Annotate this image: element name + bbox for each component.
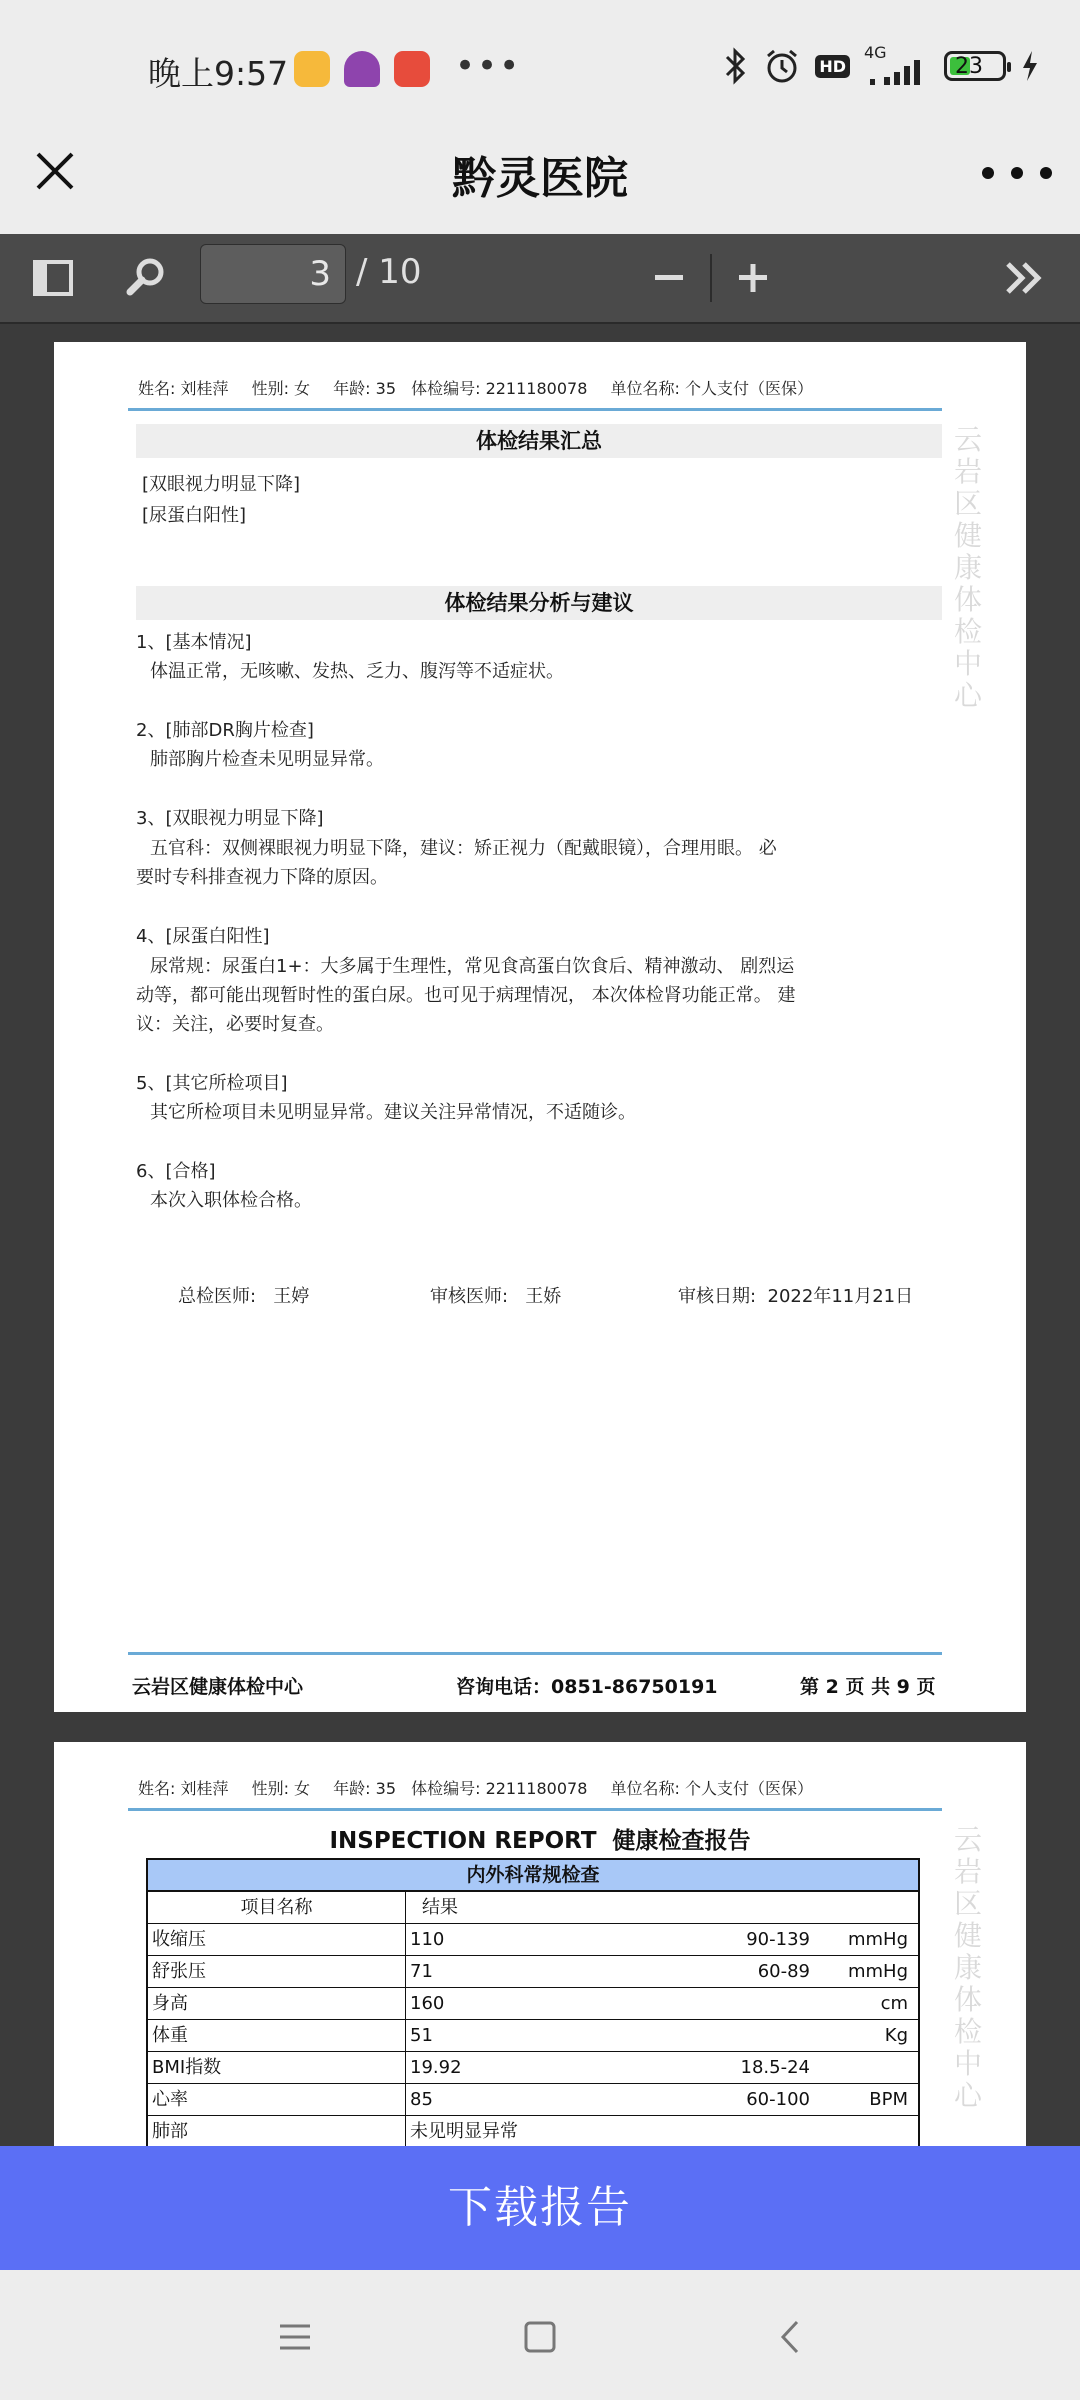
table-header-row (148, 1892, 918, 1924)
analysis-text: 议：关注，必要时复查。 (136, 1014, 334, 1035)
table-row (148, 2084, 918, 2116)
title-bar (0, 124, 1080, 234)
charging-icon (1020, 49, 1040, 83)
unit-name: 单位名称: 个人支付（医保） (610, 1779, 813, 1798)
analysis-text: 要时专科排查视力下降的原因。 (136, 867, 388, 888)
analysis-heading: 1、[基本情况] (136, 632, 252, 653)
analysis-text: 体温正常，无咳嗽、发热、乏力、腹泻等不适症状。 (150, 661, 564, 682)
analysis-text: 动等，都可能出现暂时性的蛋白尿。也可见于病理情况， 本次体检肾功能正常。 建 (136, 985, 796, 1006)
footer-phone: 咨询电话：0851-86750191 (456, 1676, 718, 1698)
analysis-heading: 6、[合格] (136, 1161, 216, 1182)
back-icon[interactable] (766, 2312, 816, 2362)
row-result: 71 (410, 1961, 433, 1982)
row-range: 90-139 (746, 1929, 810, 1950)
patient-header (138, 376, 831, 399)
analysis-text: 五官科：双侧裸眼视力明显下降，建议：矫正视力（配戴眼镜），合理用眼。 必 (150, 838, 777, 859)
signal-icon (864, 43, 930, 85)
notes-app-icon (294, 51, 330, 87)
analysis-text: 肺部胸片检查未见明显异常。 (150, 749, 384, 770)
system-nav-bar (0, 2270, 1080, 2400)
analysis-heading: 2、[肺部DR胸片检查] (136, 720, 314, 741)
table-row (148, 1956, 918, 1988)
patient-header (138, 1776, 831, 1799)
review-doctor: 审核医师: 王娇 (430, 1286, 562, 1307)
row-item: BMI指数 (148, 2052, 406, 2083)
row-range: 60-89 (757, 1961, 810, 1982)
bluetooth-icon (723, 47, 749, 85)
row-range: 18.5-24 (740, 2057, 810, 2078)
exam-number: 体检编号: 2211180078 (411, 379, 588, 398)
summary-item: [双眼视力明显下降] (142, 474, 301, 495)
row-unit: mmHg (847, 1961, 908, 1982)
watermark: 云岩区健康体检中心 (953, 1823, 982, 2112)
patient-gender: 性别: 女 (251, 379, 311, 398)
battery-icon (944, 51, 1006, 81)
row-unit: cm (880, 1993, 908, 2014)
zoom-in-icon[interactable] (736, 250, 770, 306)
col-result-header: 结果 (422, 1897, 458, 1918)
status-right-cluster (723, 43, 1040, 86)
analysis-title: 体检结果分析与建议 (136, 586, 942, 620)
header-divider (128, 408, 942, 411)
row-item: 收缩压 (148, 1924, 406, 1955)
alarm-icon (763, 47, 801, 85)
row-result: 85 (410, 2089, 433, 2110)
analysis-text: 其它所检项目未见明显异常。建议关注异常情况，不适随诊。 (150, 1102, 636, 1123)
analysis-heading: 3、[双眼视力明显下降] (136, 808, 324, 829)
zoom-separator (710, 254, 712, 302)
footer-page-number: 第 2 页 共 9 页 (800, 1676, 936, 1698)
table-row (148, 2020, 918, 2052)
double-chevron-right-icon[interactable] (1004, 250, 1046, 306)
report-title: INSPECTION REPORT 健康检查报告 (329, 1828, 751, 1854)
row-result: 160 (410, 1993, 445, 2014)
summary-item: [尿蛋白阳性] (142, 505, 247, 526)
patient-age: 年龄: 35 (333, 1779, 396, 1798)
row-item: 肺部 (148, 2116, 406, 2146)
download-report-button[interactable]: 下载报告 (0, 2146, 1080, 2270)
patient-gender: 性别: 女 (251, 1779, 311, 1798)
row-item: 心率 (148, 2084, 406, 2115)
header-divider (128, 1808, 942, 1811)
row-unit: mmHg (847, 1929, 908, 1950)
table-row (148, 2052, 918, 2084)
search-icon[interactable] (124, 250, 168, 306)
row-result: 未见明显异常 (410, 2121, 518, 2142)
row-unit: Kg (884, 2025, 908, 2046)
network-type: 4G (864, 43, 887, 62)
patient-name: 姓名: 刘桂萍 (138, 1779, 229, 1798)
chief-doctor: 总检医师: 王婷 (178, 1286, 310, 1307)
table-row (148, 1988, 918, 2020)
review-date: 审核日期: 2022年11月21日 (678, 1286, 914, 1307)
row-result: 19.92 (410, 2057, 462, 2078)
analysis-text: 本次入职体检合格。 (150, 1190, 312, 1211)
page-title: 黔灵医院 (452, 153, 628, 204)
footer-divider (128, 1652, 942, 1655)
home-icon[interactable] (515, 2312, 565, 2362)
footer-center-name: 云岩区健康体检中心 (132, 1676, 304, 1698)
unit-name: 单位名称: 个人支付（医保） (610, 379, 813, 398)
summary-title: 体检结果汇总 (136, 424, 942, 458)
row-range: 60-100 (746, 2089, 810, 2110)
assistant-app-icon (344, 51, 380, 87)
table-row (148, 1924, 918, 1956)
row-item: 体重 (148, 2020, 406, 2051)
row-result: 51 (410, 2025, 433, 2046)
table-row (148, 2116, 918, 2146)
analysis-heading: 4、[尿蛋白阳性] (136, 926, 270, 947)
battery-level: 23 (955, 53, 983, 79)
analysis-heading: 5、[其它所检项目] (136, 1073, 288, 1094)
row-result: 110 (410, 1929, 445, 1950)
patient-age: 年龄: 35 (333, 379, 396, 398)
sidebar-toggle-icon[interactable] (32, 250, 74, 306)
pdf-toolbar (0, 234, 1080, 324)
col-item-header: 项目名称 (148, 1892, 406, 1923)
row-item: 身高 (148, 1988, 406, 2019)
zoom-out-icon[interactable] (652, 250, 686, 306)
status-time: 晚上9:57 (148, 54, 289, 93)
table-title: 内外科常规检查 (148, 1860, 918, 1892)
exam-table (146, 1858, 920, 2146)
watermark: 云岩区健康体检中心 (953, 423, 982, 712)
analysis-text: 尿常规：尿蛋白1+：大多属于生理性，常见食高蛋白饮食后、精神激动、 剧烈运 (150, 956, 795, 977)
menu-icon[interactable] (270, 2312, 320, 2362)
pdf-viewer[interactable] (0, 324, 1080, 2146)
patient-name: 姓名: 刘桂萍 (138, 379, 229, 398)
row-unit: BPM (869, 2089, 908, 2110)
pdf-page (54, 1742, 1026, 2146)
pdf-page (54, 342, 1026, 1712)
hand-app-icon (394, 51, 430, 87)
page-total: / 10 (356, 252, 422, 292)
exam-number: 体检编号: 2211180078 (411, 1779, 588, 1798)
status-bar (0, 0, 1080, 124)
more-notifications-icon: ••• (455, 46, 522, 86)
page-number-input[interactable]: 3 (200, 244, 346, 304)
hd-badge: HD (815, 55, 850, 78)
row-item: 舒张压 (148, 1956, 406, 1987)
more-options-button[interactable] (982, 148, 1052, 198)
